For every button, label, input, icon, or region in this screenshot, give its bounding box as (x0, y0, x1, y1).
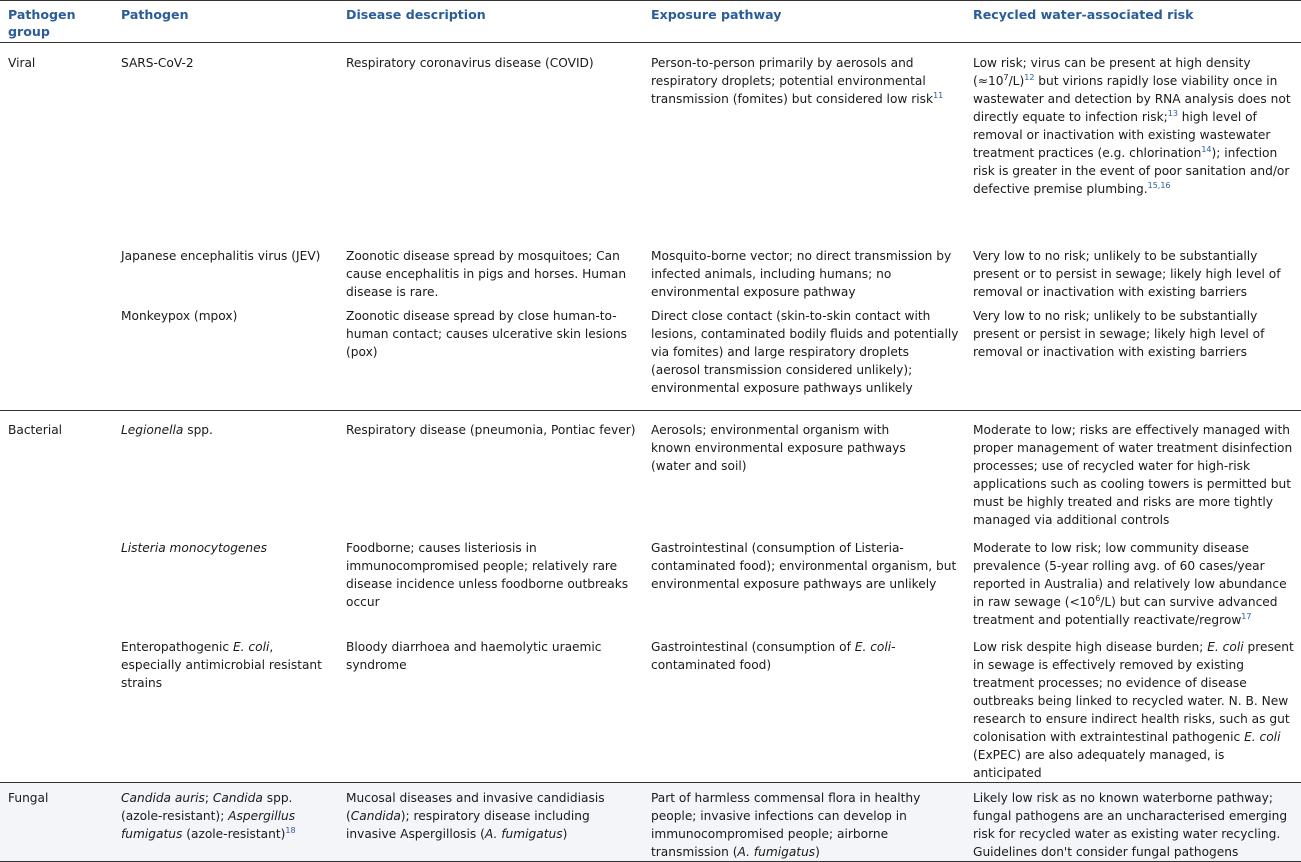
disease-text: Respiratory coronavirus disease (COVID) (346, 56, 594, 70)
exposure-text: Aerosols; environmental organism with known environmental exposure pathways (water and soil) (651, 423, 906, 473)
exponent: 7 (1003, 72, 1009, 82)
risk-text: high level of removal or inactivation with existing wastewater treatment practices (e.g. chlorination (973, 110, 1271, 160)
exposure-text: Direct close contact (skin-to-skin contact with lesions, contaminated bodily fluids and potentially via fomites) and large respiratory droplets (aerosol transmission considered unlikely); environmental exposure pathways unlikely (651, 309, 959, 395)
exposure-cell (643, 783, 965, 862)
risk-text: Low risk; virus can be present at high density (≈10 (973, 56, 1251, 88)
pathogen-species: Candida (212, 791, 263, 805)
group-label-viral: Viral (8, 56, 36, 70)
reference-link[interactable]: 18 (285, 825, 296, 835)
risk-text: but virions rapidly lose viability once in wastewater and detection by RNA analysis does not directly equate to infection risk; (973, 74, 1291, 124)
group-cell (0, 783, 113, 862)
disease-cell (338, 411, 643, 530)
risk-text: Very low to no risk; unlikely to be substantially present or persist in sewage; likely high level of removal or inactivation with existing barriers (973, 309, 1265, 359)
pathogen-cell (113, 301, 338, 411)
pathogen-cell (113, 629, 338, 783)
disease-cell (338, 783, 643, 862)
table-row (0, 411, 1301, 530)
exposure-text: ) (815, 845, 820, 859)
group-label-bacterial: Bacterial (8, 423, 63, 437)
reference-link[interactable]: 17 (1241, 611, 1252, 621)
pathogen-name-suffix: (azole-resistant) (182, 827, 286, 841)
pathogen-name-suffix: spp. (183, 423, 213, 437)
group-cell (0, 238, 113, 301)
risk-cell (965, 301, 1301, 411)
exponent: 6 (1095, 593, 1101, 603)
exposure-cell (643, 529, 965, 629)
exposure-species: A. fumigatus (737, 845, 816, 859)
exposure-species: E. coli (854, 640, 892, 654)
risk-text: Moderate to low; risks are effectively managed with proper management of water treatment disinfection processes; use of recycled water for high-risk applications such as cooling towers is permitted but must be highly treated and risks are more tightly managed via additional controls (973, 423, 1293, 527)
risk-cell (965, 411, 1301, 530)
disease-cell (338, 43, 643, 239)
risk-cell (965, 529, 1301, 629)
header-pathogen-group: Pathogen group (0, 1, 113, 43)
table-header-row (0, 1, 1301, 43)
exposure-text: Part of harmless commensal flora in healthy people; invasive infections can develop in immunocompromised people; airborne transmission ( (651, 791, 921, 859)
pathogen-name: Listeria monocytogenes (121, 541, 268, 555)
reference-link[interactable]: 13 (1167, 108, 1178, 118)
header-recycled-water-risk: Recycled water-associated risk (965, 1, 1301, 43)
disease-text: ) (562, 827, 568, 841)
disease-cell (338, 529, 643, 629)
header-pathogen: Pathogen (113, 1, 338, 43)
reference-link[interactable]: 11 (933, 90, 944, 100)
risk-text: Likely low risk as no known waterborne pathway; fungal pathogens are an uncharacterised emerging risk for recycled water as existing water recycling. Guidelines don't consider fungal pathogens (973, 791, 1288, 859)
pathogen-name-suffix: spp. (azole-resistant); (121, 791, 293, 823)
pathogen-name: Legionella (121, 423, 184, 437)
exposure-text: -contaminated food) (651, 640, 896, 672)
pathogen-name: Monkeypox (mpox) (121, 309, 238, 323)
group-cell (0, 629, 113, 783)
disease-text: Mucosal diseases and invasive candidiasis ( (346, 791, 605, 823)
pathogen-separator: ; (204, 791, 213, 805)
reference-link[interactable]: 14 (1201, 144, 1212, 154)
header-exposure-pathway: Exposure pathway (643, 1, 965, 43)
pathogen-name: SARS-CoV-2 (121, 56, 194, 70)
risk-text: present in sewage is effectively removed by existing treatment processes; no evidence of disease outbreaks being linked to recycled water. N. B. New research to ensure indirect health risks, such as gut colonisation with extraintestinal pathogenic (973, 640, 1294, 744)
table-row (0, 783, 1301, 862)
risk-text: (ExPEC) are also adequately managed, is anticipated (973, 748, 1225, 780)
risk-text: /L) but can survive advanced treatment and potentially reactivate/regrow (973, 595, 1278, 627)
disease-text: Zoonotic disease spread by mosquitoes; Can cause encephalitis in pigs and horses. Human disease is rare. (346, 249, 627, 299)
risk-text: Very low to no risk; unlikely to be substantially present or to persist in sewage; likely high level of removal or inactivation with existing barriers (973, 249, 1281, 299)
exposure-cell (643, 301, 965, 411)
disease-cell (338, 301, 643, 411)
risk-text: /L) (1008, 74, 1025, 88)
reference-link[interactable]: 12 (1024, 72, 1035, 82)
exposure-cell (643, 238, 965, 301)
exposure-cell (643, 411, 965, 530)
exposure-cell (643, 43, 965, 239)
disease-text: Bloody diarrhoea and haemolytic uraemic syndrome (346, 640, 602, 672)
pathogen-name-suffix: , especially antimicrobial resistant strains (121, 640, 322, 690)
risk-cell (965, 629, 1301, 783)
pathogen-species: Candida auris (121, 791, 205, 805)
risk-cell (965, 783, 1301, 862)
header-disease-description: Disease description (338, 1, 643, 43)
pathogen-cell (113, 783, 338, 862)
disease-text: Zoonotic disease spread by close human-to-human contact; causes ulcerative skin lesions (pox) (346, 309, 628, 359)
exposure-text: Gastrointestinal (consumption of (651, 640, 855, 654)
risk-text: Moderate to low risk; low community disease prevalence (5-year rolling avg. of 60 cases/year reported in Australia) and relatively low abundance in raw sewage (<10 (973, 541, 1287, 609)
disease-cell (338, 238, 643, 301)
disease-species: Candida (350, 809, 401, 823)
disease-cell (338, 629, 643, 783)
group-cell (0, 43, 113, 239)
pathogen-species: Aspergillus fumigatus (121, 809, 296, 841)
risk-text: Low risk despite high disease burden; (973, 640, 1208, 654)
exposure-text: Gastrointestinal (consumption of Listeria-contaminated food); environmental organism, but environmental exposure pathways are unlikely (651, 541, 957, 591)
pathogen-species: E. coli (232, 640, 270, 654)
pathogen-cell (113, 411, 338, 530)
risk-species: E. coli (1207, 640, 1244, 654)
pathogen-cell (113, 529, 338, 629)
pathogen-name: Enteropathogenic (121, 640, 233, 654)
disease-text: Respiratory disease (pneumonia, Pontiac fever) (346, 423, 636, 437)
disease-text: ); respiratory disease including invasive Aspergillosis ( (346, 809, 590, 841)
table-row (0, 629, 1301, 783)
disease-species: A. fumigatus (484, 827, 563, 841)
exposure-text: Person-to-person primarily by aerosols and respiratory droplets; potential environmental transmission (fomites) but considered low risk (651, 56, 934, 106)
exposure-text: Mosquito-borne vector; no direct transmission by infected animals, including humans; no environmental exposure pathway (651, 249, 952, 299)
risk-cell (965, 43, 1301, 239)
risk-species: E. coli (1244, 730, 1281, 744)
risk-cell (965, 238, 1301, 301)
group-label-fungal: Fungal (8, 791, 49, 805)
pathogen-cell (113, 238, 338, 301)
pathogen-name: Japanese encephalitis virus (JEV) (121, 249, 321, 263)
table-row (0, 301, 1301, 411)
exposure-cell (643, 629, 965, 783)
table-row (0, 529, 1301, 629)
group-cell (0, 301, 113, 411)
reference-link[interactable]: 15,16 (1147, 180, 1171, 190)
group-cell (0, 529, 113, 629)
risk-text: ); infection risk is greater in the event of poor sanitation and/or defective premise plumbing. (973, 146, 1290, 196)
disease-text: Foodborne; causes listeriosis in immunocompromised people; relatively rare disease incidence unless foodborne outbreaks occur (346, 541, 629, 609)
table-row (0, 238, 1301, 301)
table-row (0, 43, 1301, 239)
group-cell (0, 411, 113, 530)
pathogen-cell (113, 43, 338, 239)
